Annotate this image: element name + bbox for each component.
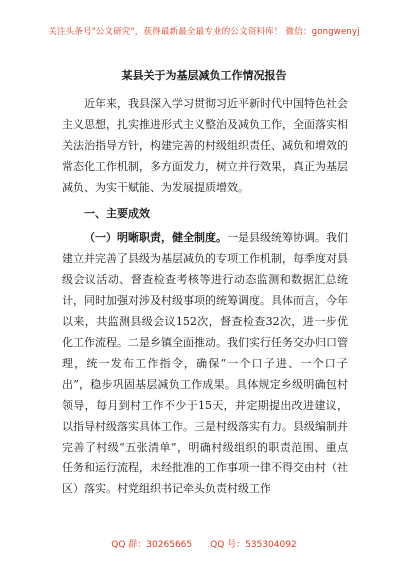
subsection-body-1: 一是县级统筹协调。我们建立并完善了县级为基层减负的专项工作机制，每季度对县级会议活动、督查检查考核等进行动态监测和数据汇总统计，同时加强对涉及村级事项的统筹调度。具体而言，今年以来，共监测县级会议152次，督查检查32次，进一步优化工作流程。二是乡镇全面推动。我们实行任务交办归口管理，统一发布工作指令，确保“一个口子进、一个口子出”，稳步巩固基层减负工作成果。具体规定乡级明确包村领导，每月到村工作不少于15天，并定期提出改进建议，以指导村级落实具体工作。三是村级落实有力。县级编制并完善了村级“五张清单”，明确村级组织的职责范围、重点任务和运行流程，未经批准的工作事项一律不得交由村（社区）落实。村党组织书记牵头负责村级工作 (62, 231, 348, 496)
document-body (62, 94, 348, 500)
subsection-heading-1: （一）明晰职责，健全制度。 (84, 231, 227, 245)
document-title: 某县关于为基层减负工作情况报告 (121, 69, 287, 82)
subsection-paragraph-1 (62, 228, 348, 500)
header-banner: 关注头条号"公文研究"，获得最新最全最专业的公文资料库！ 微信：gongwenyj (48, 27, 360, 37)
intro-paragraph: 近年来，我县深入学习贯彻习近平新时代中国特色社会主义思想，扎实推进形式主义整治及减负工作，全面落实相关法治指导方针，构建完善的村级组织责任、减负和增效的常态化工作机制，多方面发力，树立并行效果，真正为基层减负、为实干赋能、为发展提质增效。 (62, 97, 348, 194)
footer-contact (0, 537, 408, 550)
section-heading-main-results: 一、主要成效 (84, 206, 150, 220)
footer-qq-group: QQ 群：30265665 (111, 540, 193, 550)
footer-qq-number: QQ 号：535304092 (210, 540, 297, 550)
